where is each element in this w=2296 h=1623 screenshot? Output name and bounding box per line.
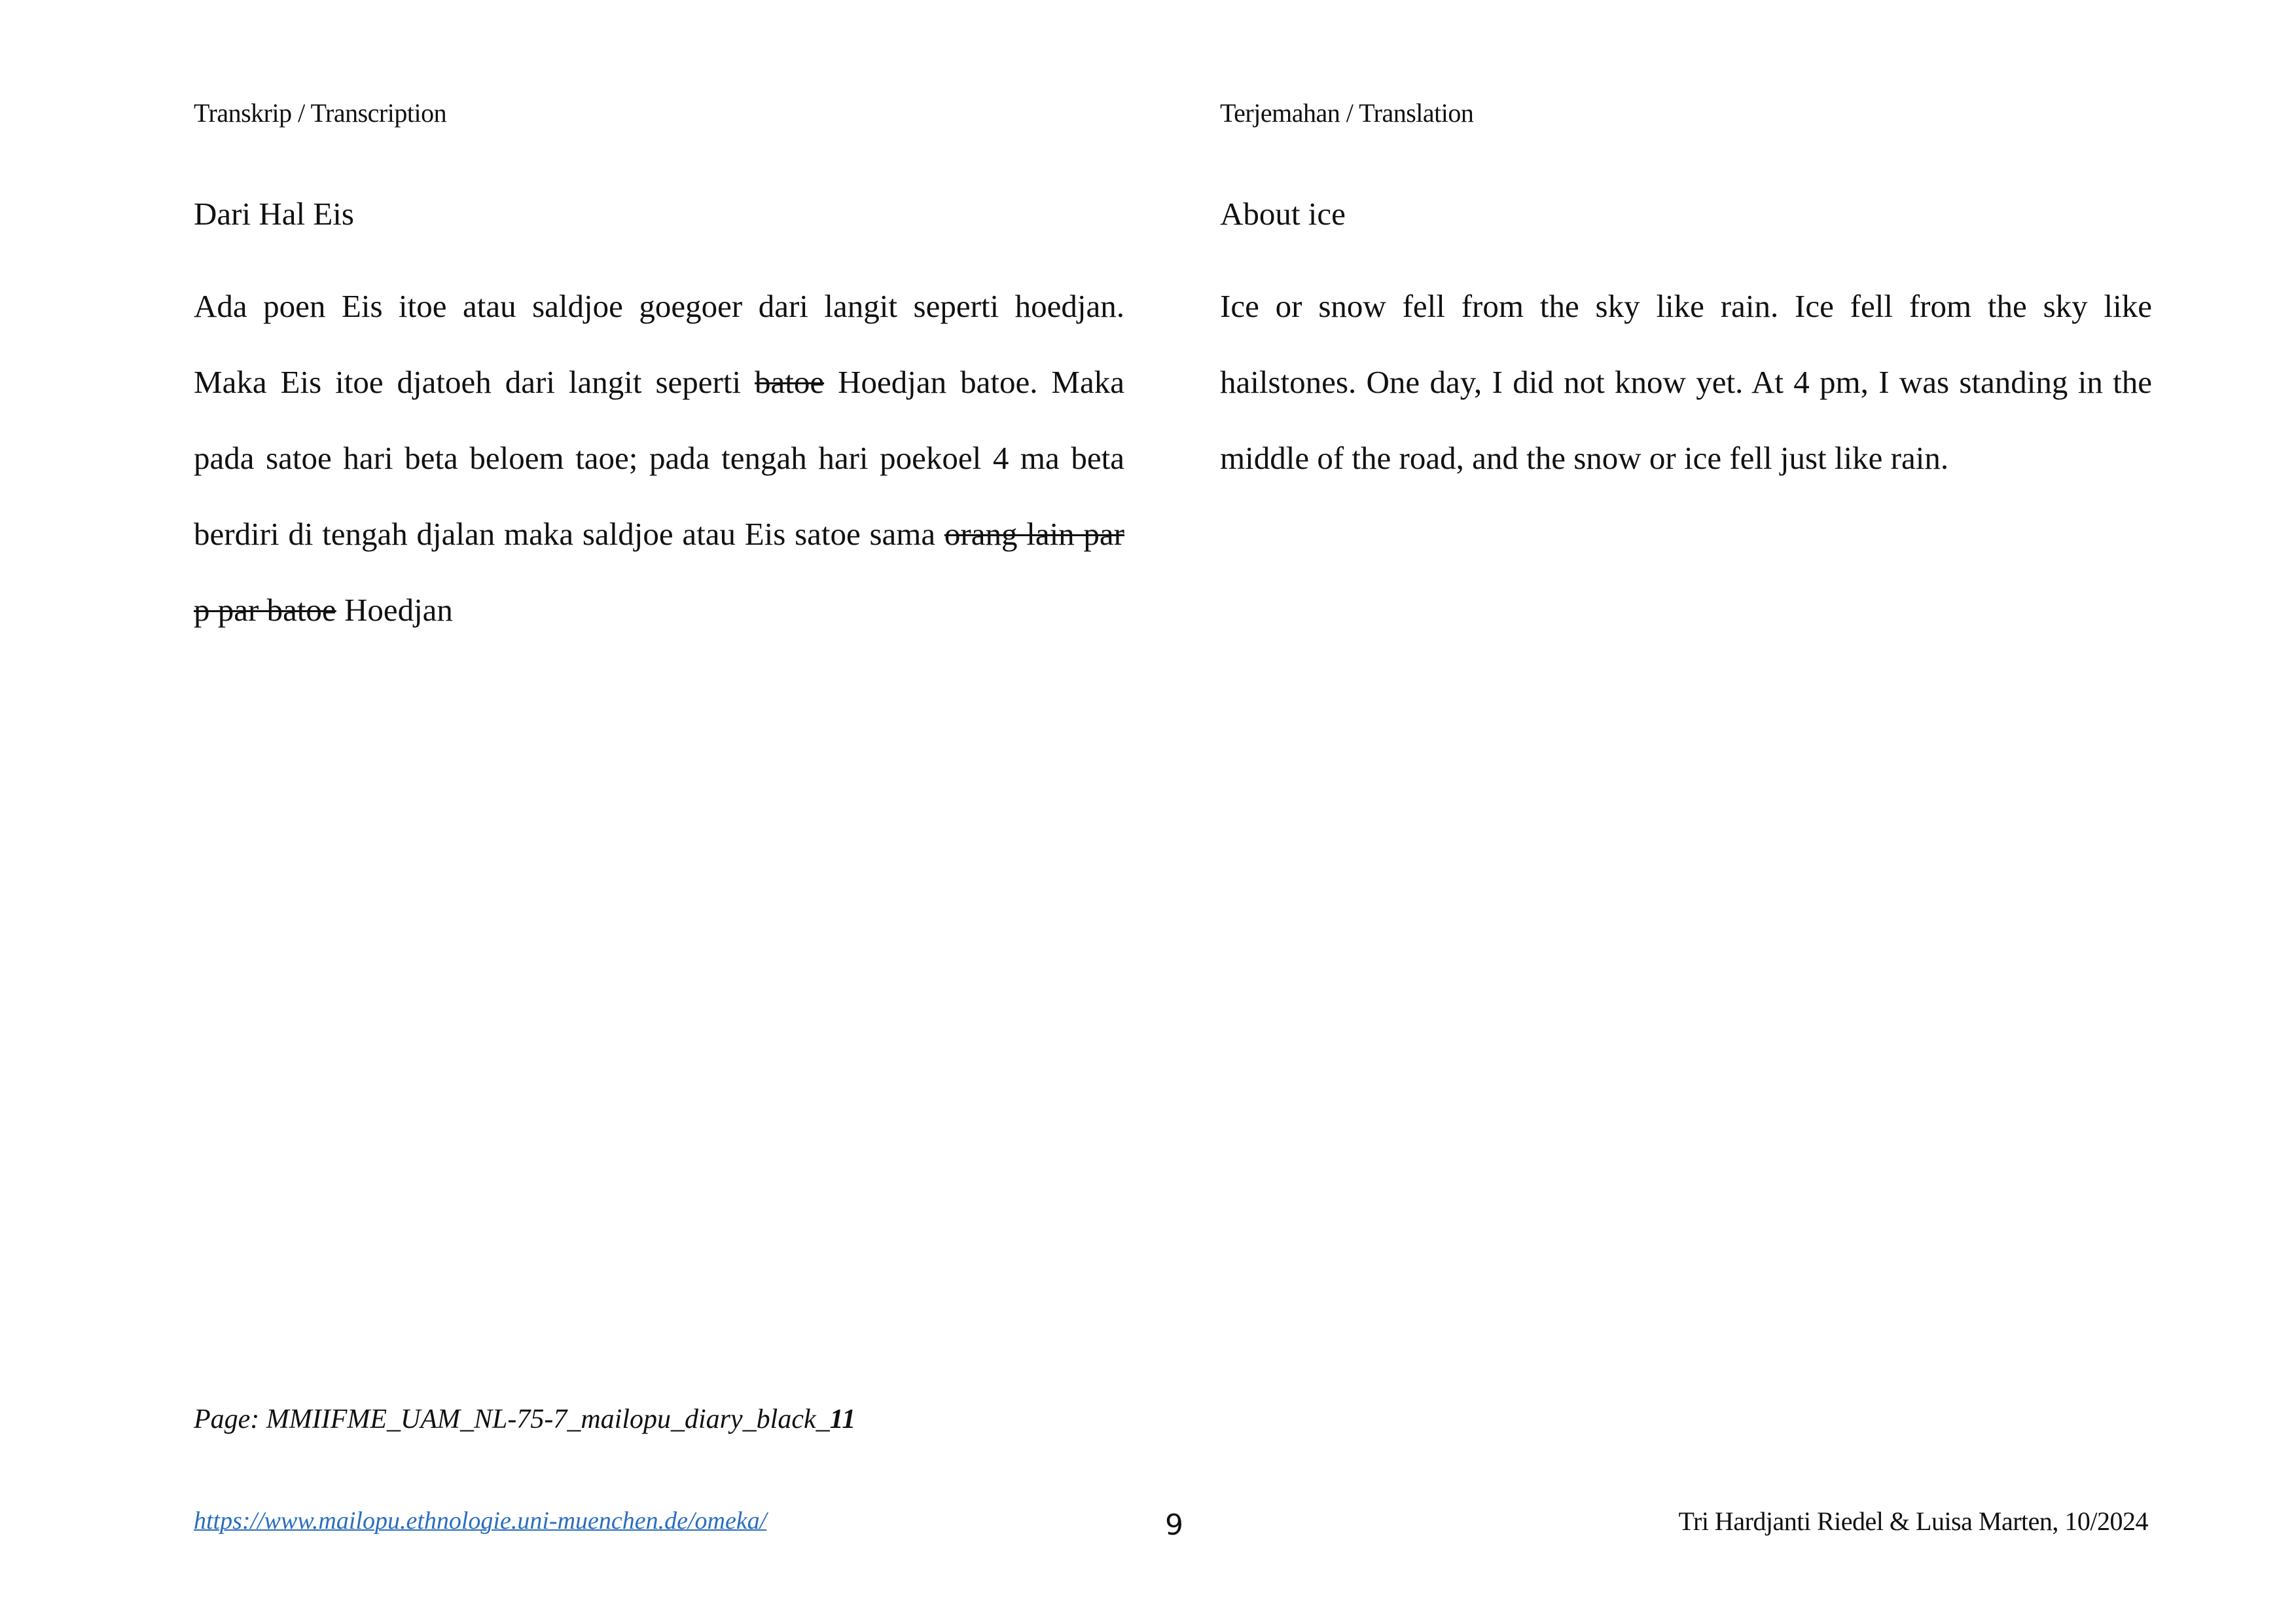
transcription-text: Hoedjan batoe. Maka pada satoe hari beta beloem taoe; pada tengah hari poekoel 4 ma beta berdiri di tengah djalan maka saldjoe atau Eis satoe sama <box>194 364 1124 552</box>
translation-title: About ice <box>1220 196 1346 232</box>
page-number: 9 <box>1165 1508 1183 1542</box>
footer-link[interactable]: https://www.mailopu.ethnologie.uni-muenchen.de/omeka/ <box>194 1507 767 1535</box>
page-reference-prefix: Page: MMIIFME_UAM_NL-75-7_mailopu_diary_black_ <box>194 1404 830 1434</box>
transcription-text: Ada poen Eis itoe atau saldjoe goegoer dari langit seperti hoedjan. Maka Eis itoe djatoeh dari langit seperti <box>194 288 1124 400</box>
page-reference <box>194 1401 855 1438</box>
transcription-body <box>194 268 1124 648</box>
transcription-text: Hoedjan <box>336 592 453 628</box>
transcription-title: Dari Hal Eis <box>194 196 354 232</box>
footer-authors: Tri Hardjanti Riedel & Luisa Marten, 10/2024 <box>1678 1506 2148 1536</box>
page-reference-number: 11 <box>829 1404 856 1434</box>
transcription-header: Transkrip / Transcription <box>194 98 447 128</box>
struck-text: batoe <box>755 364 825 400</box>
translation-header: Terjemahan / Translation <box>1220 98 1474 128</box>
struck-text: orang lain par p par batoe <box>194 516 1124 628</box>
translation-body: Ice or snow fell from the sky like rain. Ice fell from the sky like hailstones. One day, I did not know yet. At 4 pm, I was standing in the middle of the road, and the snow or ice fell just like rain. <box>1220 288 2152 476</box>
